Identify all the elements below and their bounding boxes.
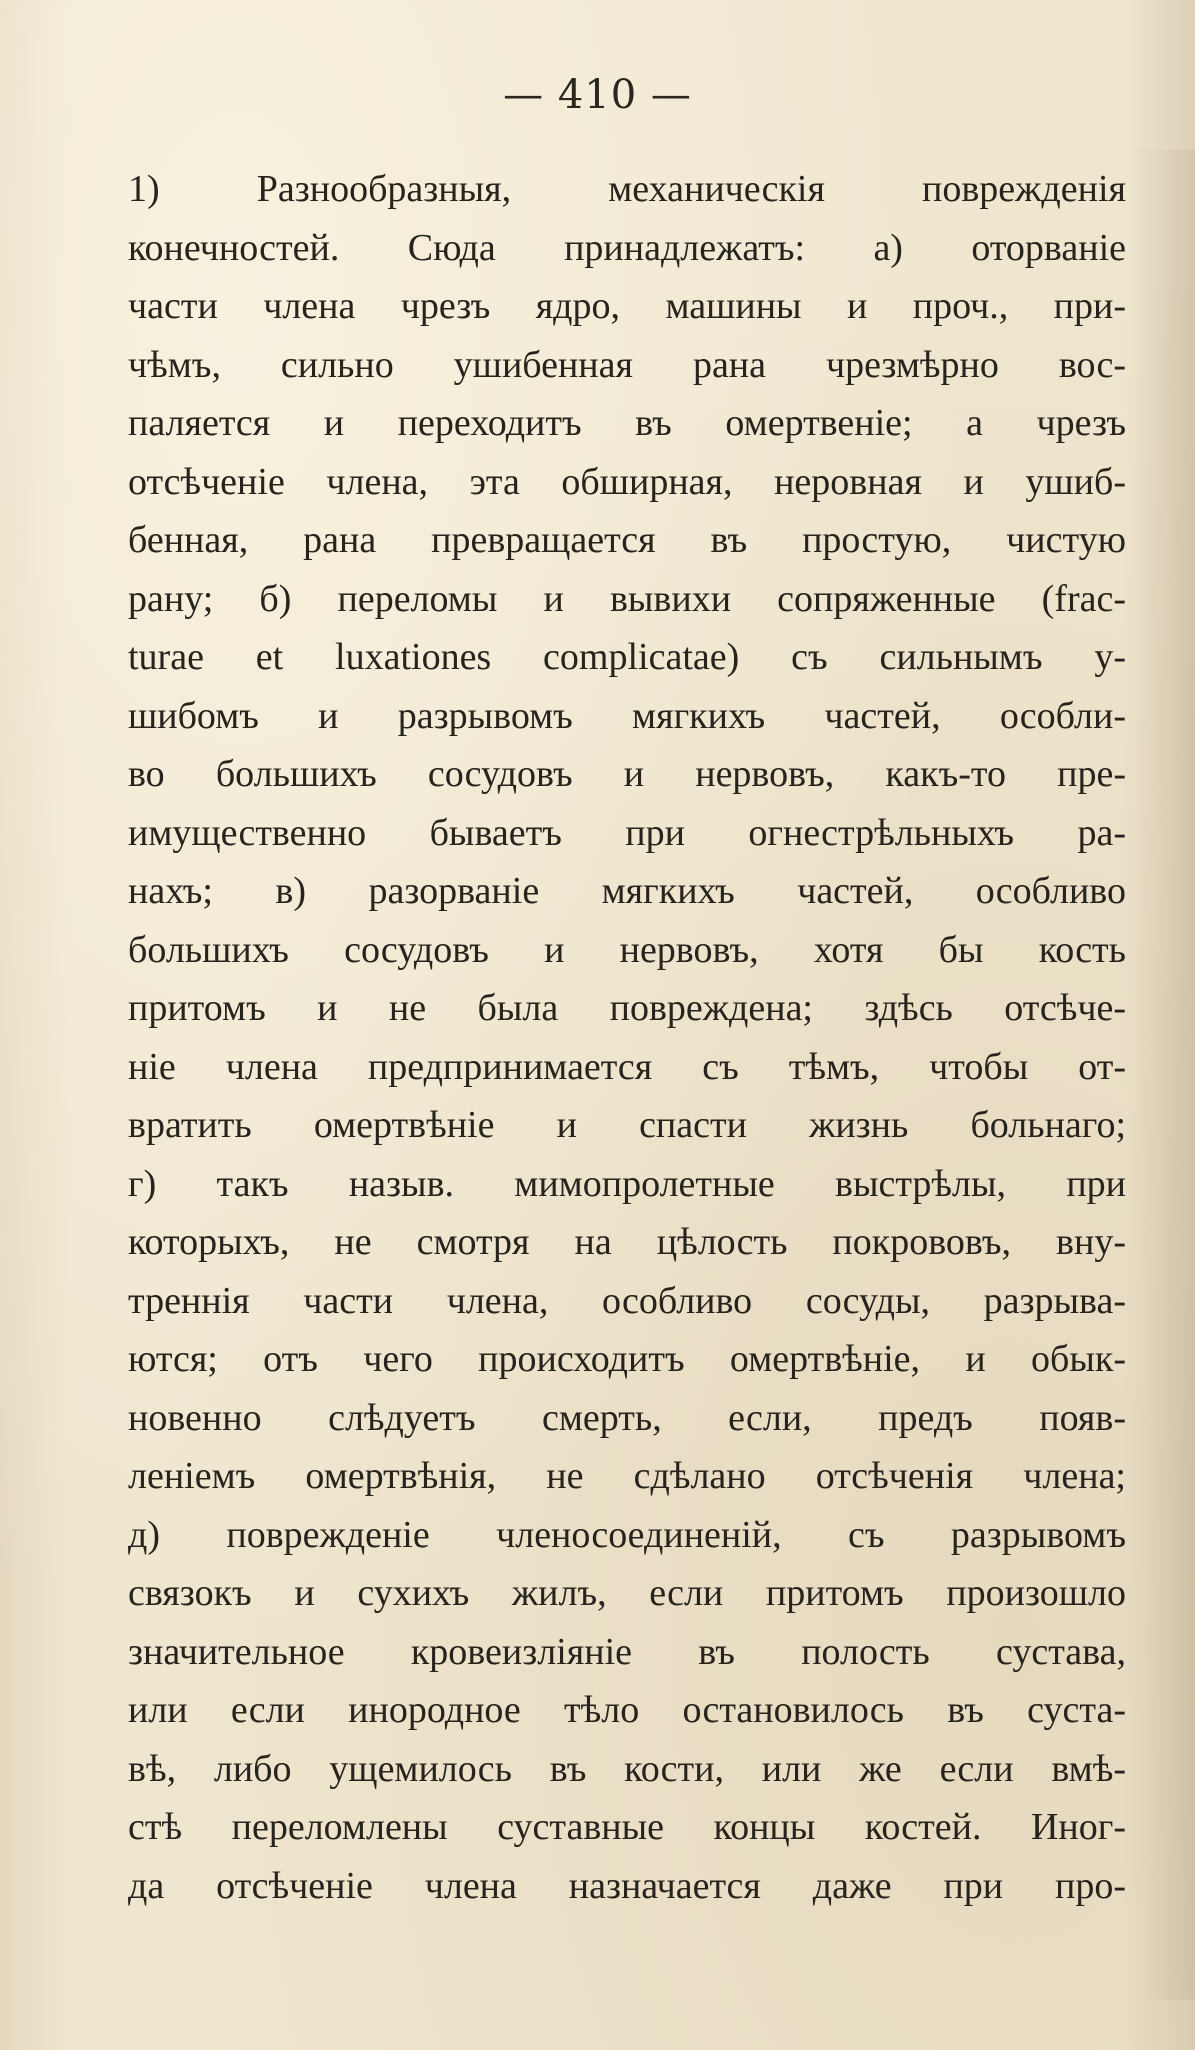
text-line: вѣ, либо ущемилось въ кости, или же если вмѣ-	[128, 1747, 1126, 1790]
text-line: или если инородное тѣло остановилось въ суста-	[128, 1689, 1126, 1731]
text-line: стѣ переломлены суставные концы костей. Иног-	[128, 1806, 1126, 1848]
text-line: во большихъ сосудовъ и нервовъ, какъ-то пре-	[128, 753, 1126, 795]
text-line: рану; б) переломы и вывихи сопряженные (frac-	[128, 577, 1126, 620]
text-line: притомъ и не была повреждена; здѣсь отсѣче-	[128, 987, 1126, 1029]
text-line: нахъ; в) разорваніе мягкихъ частей, особливо	[128, 870, 1126, 912]
text-line: большихъ сосудовъ и нервовъ, хотя бы кость	[128, 928, 1126, 971]
text-line: значительное кровеизліяніе въ полость сустава,	[128, 1630, 1126, 1673]
text-line: которыхъ, не смотря на цѣлость покрововъ, вну-	[128, 1221, 1126, 1263]
text-line: да отсѣченіе члена назначается даже при про-	[128, 1864, 1126, 1907]
text-line: д) поврежденіе членосоединеній, съ разрывомъ	[128, 1513, 1126, 1556]
text-line: ніе члена предпринимается съ тѣмъ, чтобы от-	[128, 1045, 1126, 1088]
page-edge-shadow	[1135, 150, 1195, 2000]
text-line: шибомъ и разрывомъ мягкихъ частей, особли-	[128, 694, 1126, 737]
text-line: 1) Разнообразныя, механическія поврежденія	[128, 168, 1126, 210]
text-line: г) такъ назыв. мимопролетные выстрѣлы, при	[128, 1162, 1126, 1205]
text-line: леніемъ омертвѣнія, не сдѣлано отсѣченія члена;	[128, 1455, 1126, 1497]
text-line: имущественно бываетъ при огнестрѣльныхъ ра-	[128, 811, 1126, 854]
text-line: turae et luxationes complicatae) съ сильнымъ у-	[128, 636, 1126, 678]
page-number: — 410 —	[503, 72, 692, 118]
text-line: части члена чрезъ ядро, машины и проч., при-	[128, 285, 1126, 327]
text-line: конечностей. Сюда принадлежатъ: а) оторваніе	[128, 226, 1126, 269]
text-line: новенно слѣдуетъ смерть, если, предъ появ-	[128, 1396, 1126, 1439]
text-line: чѣмъ, сильно ушибенная рана чрезмѣрно вос-	[128, 343, 1126, 386]
text-line: ются; отъ чего происходитъ омертвѣніе, и обык-	[128, 1338, 1126, 1380]
text-line: треннія части члена, особливо сосуды, разрыва-	[128, 1279, 1126, 1322]
text-line: вратить омертвѣніе и спасти жизнь больнаго;	[128, 1104, 1126, 1146]
text-line: отсѣченіе члена, эта обширная, неровная и ушиб-	[128, 460, 1126, 503]
text-line: паляется и переходитъ въ омертвеніе; а чрезъ	[128, 402, 1126, 444]
body-text	[128, 160, 1126, 1915]
text-line: бенная, рана превращается въ простую, чистую	[128, 519, 1126, 561]
text-line: связокъ и сухихъ жилъ, если притомъ произошло	[128, 1572, 1126, 1614]
